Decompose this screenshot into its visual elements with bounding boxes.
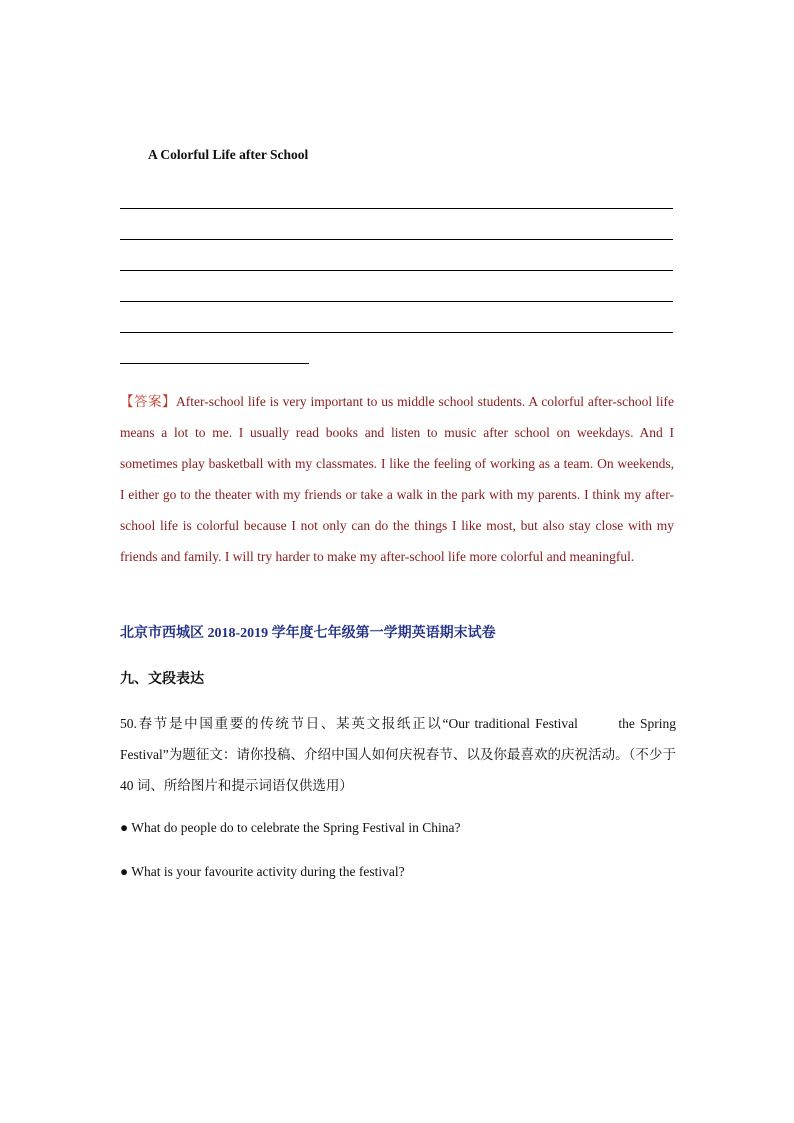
answer-tag: 【答案】 xyxy=(120,394,177,409)
exam-heading: 北京市西城区 2018-2019 学年度七年级第一学期英语期末试卷 xyxy=(120,626,496,641)
essay-title: A Colorful Life after School xyxy=(148,147,309,162)
writing-line xyxy=(120,270,673,271)
writing-line xyxy=(120,332,673,333)
prompt-item: ● What do people do to celebrate the Spring Festival in China? xyxy=(120,820,461,835)
writing-line xyxy=(120,239,673,240)
answer-paragraph xyxy=(120,386,674,572)
writing-line xyxy=(120,363,309,364)
section-heading: 九、文段表达 xyxy=(120,672,204,687)
writing-line xyxy=(120,301,673,302)
prompt-item: ● What is your favourite activity during the festival? xyxy=(120,864,405,879)
writing-line xyxy=(120,208,673,209)
question-text: 50.春节是中国重要的传统节日、某英文报纸正以“Our traditional Festival the Spring Festival”为题征文：请你投稿、介绍中国人如何庆祝春节、以及你最喜欢的庆祝活动。（不少于 40 词、所给图片和提示词语仅供选用） xyxy=(120,716,680,793)
answer-text: After-school life is very important to us middle school students. A colorful after-school life means a lot to me. I usually read books and listen to music after school on weekdays. And I sometimes play basketball with my classmates. I like the feeling of working as a team. On weekends, I either go to the theater with my friends or take a walk in the park with my parents. I think my after-school life is colorful because I not only can do the things I like most, but also stay close with my friends and family. I will try harder to make my after-school life more colorful and meaningful. xyxy=(120,394,675,564)
